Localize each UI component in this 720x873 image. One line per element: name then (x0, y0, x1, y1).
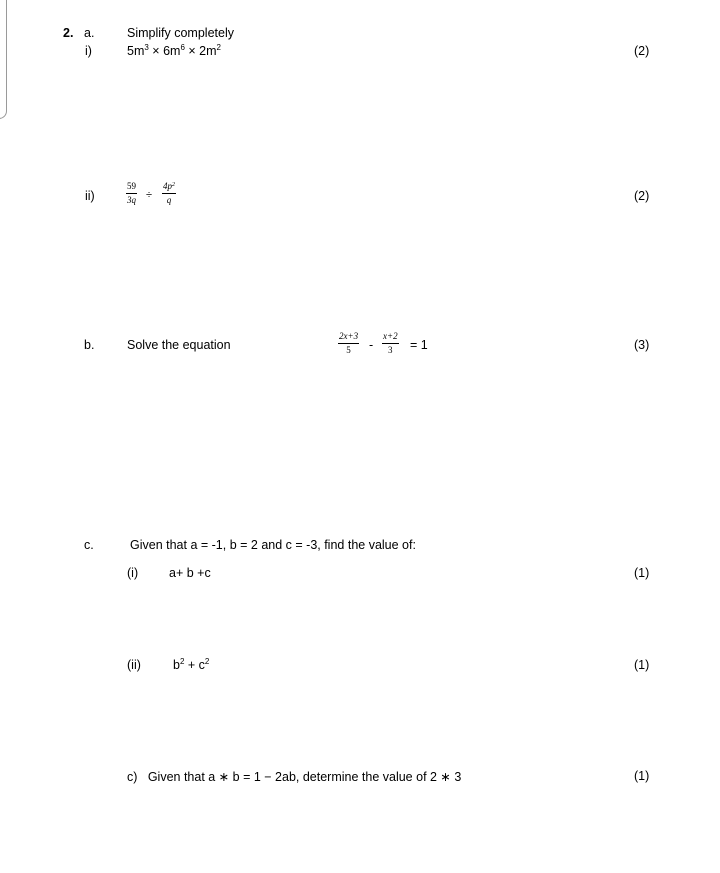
part-b-fraction-1: 2x+3 5 (339, 331, 359, 355)
part-b-instruction: Solve the equation (127, 338, 231, 352)
part-c-extra-question: c) Given that a ∗ b = 1 − 2ab, determine the value of 2 ∗ 3 (127, 770, 462, 784)
part-a-ii-marks: (2) (634, 189, 650, 203)
part-c-ii-expression: $b^2 + c^2$ (173, 657, 210, 672)
part-b-fraction-2: x+2 3 (383, 331, 398, 355)
part-c-label: c. (84, 538, 94, 552)
part-a-label: a. (84, 26, 95, 40)
part-a-ii-label: ii) (85, 189, 95, 203)
minus-operator: - (369, 338, 374, 352)
part-c-instruction: Given that a = -1, b = 2 and c = -3, find the value of: (130, 538, 416, 552)
part-c-ii-label: (ii) (127, 658, 141, 672)
part-a-i-label: i) (85, 44, 92, 58)
part-a-i-expression: $5m^3 \times 6m^6 \times 2m^2$ (127, 43, 221, 58)
divide-operator: ÷ (146, 189, 153, 201)
part-a-ii-fraction-2: $4p^2$ q (163, 181, 175, 205)
part-a-i-marks: (2) (634, 44, 650, 58)
frame-edge (0, 0, 7, 119)
part-a-instruction: Simplify completely (127, 26, 234, 40)
part-b-label: b. (84, 338, 95, 352)
part-b-marks: (3) (634, 338, 650, 352)
question-number: 2. (63, 26, 74, 40)
part-c-i-label: (i) (127, 566, 139, 580)
part-c-ii-marks: (1) (634, 658, 650, 672)
part-c-i-expression: a+ b +c (169, 566, 211, 580)
part-c-extra-marks: (1) (634, 769, 650, 783)
part-a-ii-fraction-1: 59 3q (127, 181, 136, 205)
part-b-rhs: = 1 (410, 338, 428, 352)
part-c-i-marks: (1) (634, 566, 650, 580)
